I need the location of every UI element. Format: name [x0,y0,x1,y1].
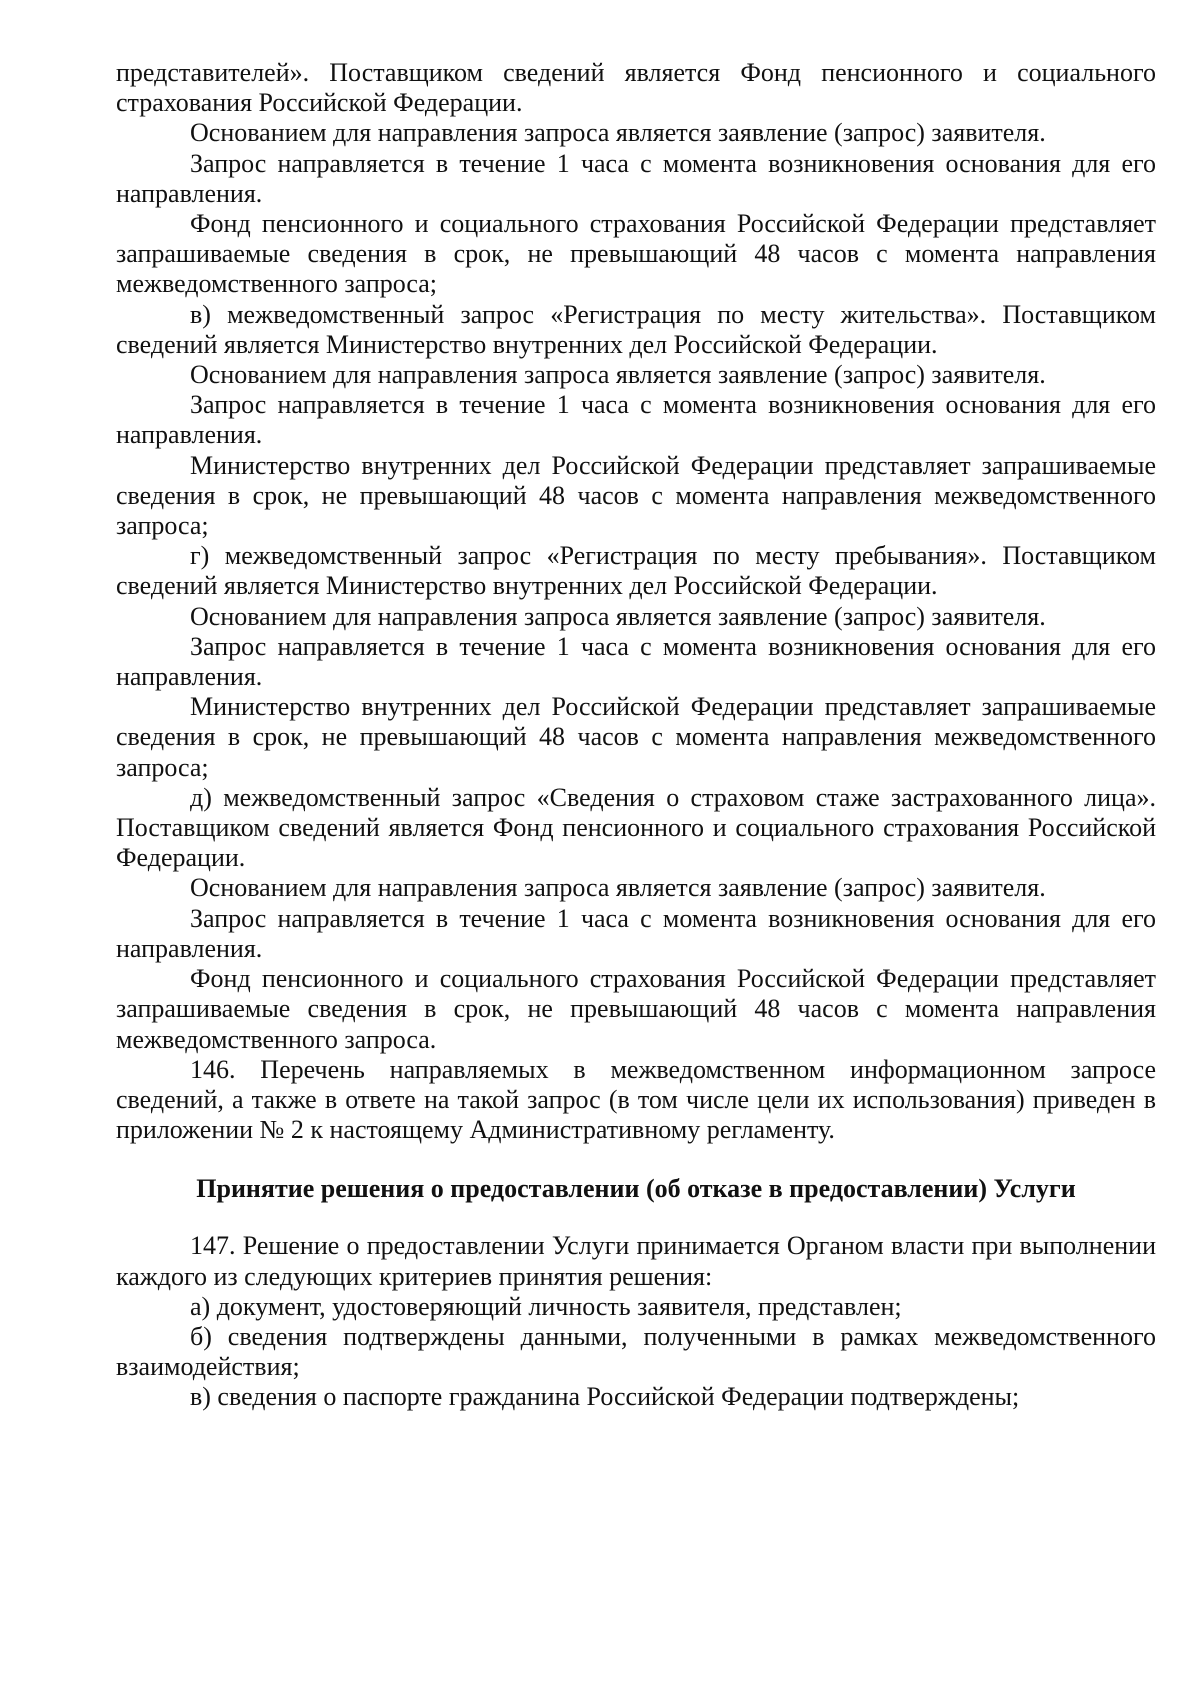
paragraph: Министерство внутренних дел Российской Федерации представляет запрашиваемые сведения в срок, не превышающий 48 часов с момента направления межведомственного запроса; [116,450,1156,541]
paragraph: Запрос направляется в течение 1 часа с момента возникновения основания для его направления. [116,148,1156,208]
paragraph: Основанием для направления запроса является заявление (запрос) заявителя. [190,873,1046,903]
section-heading: Принятие решения о предоставлении (об отказе в предоставлении) Услуги [196,1174,1076,1204]
paragraph: 146. Перечень направляемых в межведомственном информационном запросе сведений, а также в ответе на такой запрос (в том числе цели их использования) приведен в приложении № 2 к настоящему Административному регламенту. [116,1054,1156,1145]
paragraph: Министерство внутренних дел Российской Федерации представляет запрашиваемые сведения в срок, не превышающий 48 часов с момента направления межведомственного запроса; [116,692,1156,782]
paragraph: в) межведомственный запрос «Регистрация по месту жительства». Поставщиком сведений является Министерство внутренних дел Российской Федерации. [116,299,1156,359]
paragraph: Основанием для направления запроса является заявление (запрос) заявителя. [190,601,1046,631]
paragraph: а) документ, удостоверяющий личность заявителя, представлен; [190,1291,902,1321]
paragraph: представителей». Поставщиком сведений является Фонд пенсионного и социального страхования Российской Федерации. [116,58,1156,118]
paragraph: б) сведения подтверждены данными, полученными в рамках межведомственного взаимодействия; [116,1321,1156,1382]
paragraph: Запрос направляется в течение 1 часа с момента возникновения основания для его направления. [116,631,1156,692]
paragraph: г) межведомственный запрос «Регистрация по месту пребывания». Поставщиком сведений является Министерство внутренних дел Российской Федерации. [116,541,1156,601]
paragraph: 147. Решение о предоставлении Услуги принимается Органом власти при выполнении каждого из следующих критериев принятия решения: [116,1231,1156,1291]
paragraph: д) межведомственный запрос «Сведения о страховом стаже застрахованного лица». Поставщиком сведений является Фонд пенсионного и социального страхования Российской Федерации. [116,782,1156,873]
paragraph: Основанием для направления запроса является заявление (запрос) заявителя. [190,360,1046,390]
paragraph: Фонд пенсионного и социального страхования Российской Федерации представляет запрашиваемые сведения в срок, не превышающий 48 часов с момента направления межведомственного запроса; [116,209,1156,299]
document-body [116,58,1156,1413]
paragraph: Запрос направляется в течение 1 часа с момента возникновения основания для его направления. [116,390,1156,450]
paragraph: Запрос направляется в течение 1 часа с момента возникновения основания для его направления. [116,903,1156,963]
paragraph: Фонд пенсионного и социального страхования Российской Федерации представляет запрашиваемые сведения в срок, не превышающий 48 часов с момента направления межведомственного запроса. [116,964,1156,1054]
paragraph: в) сведения о паспорте гражданина Российской Федерации подтверждены; [190,1382,1020,1412]
paragraph: Основанием для направления запроса является заявление (запрос) заявителя. [190,118,1046,148]
